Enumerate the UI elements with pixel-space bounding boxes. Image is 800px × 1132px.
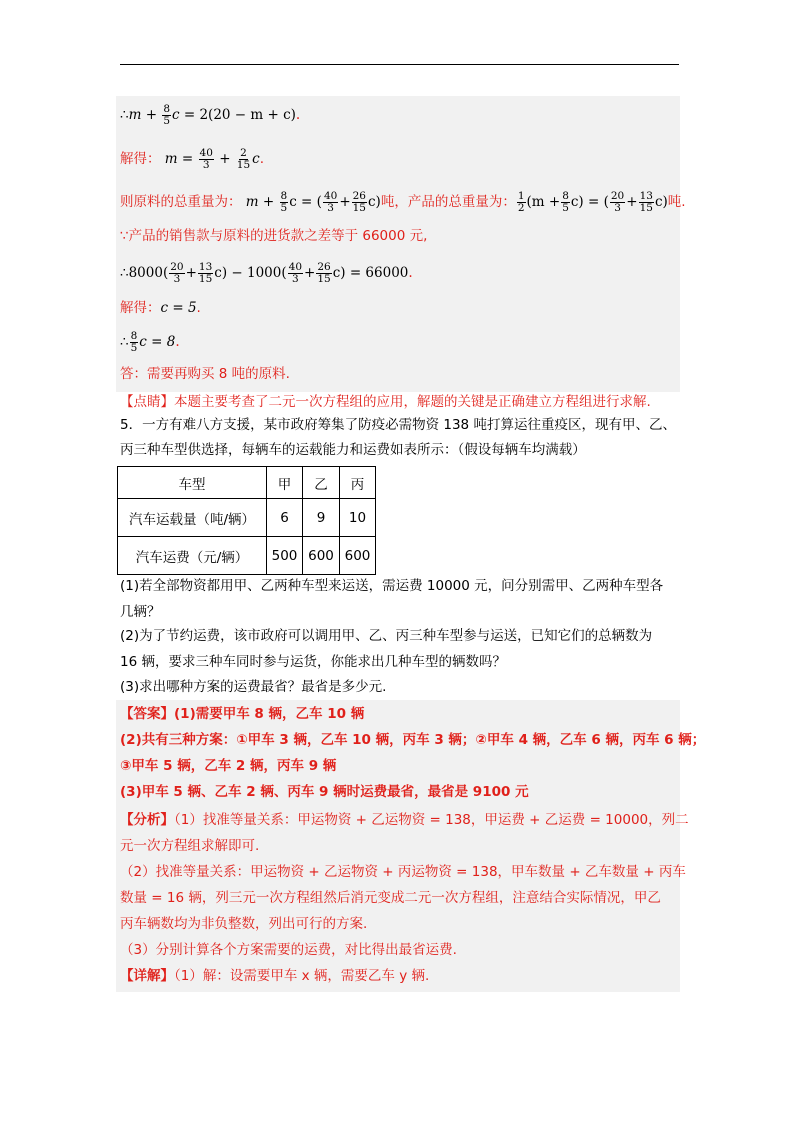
question-1-line-1: (1)若全部物资都用甲、乙两种车型来运送，需运费 10000 元，问分别需甲、乙两种车型各 bbox=[120, 578, 664, 594]
analysis-2-line-3: 丙车辆数均为非负整数，列出可行的方案. bbox=[120, 916, 368, 932]
analysis-1-line-1: 【分析】（1）找准等量关系：甲运物资 + 乙运物资 = 138，甲运费 + 乙运费 = 10000，列二 bbox=[120, 812, 689, 828]
table-header-row bbox=[118, 467, 376, 499]
condition-line: ∵产品的销售款与原料的进货款之差等于 66000 元, bbox=[120, 228, 428, 244]
analysis-3-line: （3）分别计算各个方案需要的运费，对比得出最省运费. bbox=[120, 942, 457, 958]
equation-line-2: 解得： m = $\frac{40}{3}$ + $\frac{2}{15}$ c. bbox=[120, 147, 265, 171]
table-cell: 600 bbox=[340, 537, 376, 575]
problem-5-line-1: 5．一方有难八方支援，某市政府筹集了防疫必需物资 138 吨打算运往重疫区，现有甲、乙、 bbox=[120, 417, 676, 433]
header-rule bbox=[120, 64, 679, 65]
table-cell: 9 bbox=[303, 499, 340, 537]
table-cell: 10 bbox=[340, 499, 376, 537]
table-cell: 丙 bbox=[340, 467, 376, 499]
question-3-line: (3)求出哪种方案的运费最省？最省是多少元. bbox=[120, 679, 387, 695]
answer-2-line-2: ③甲车 5 辆，乙车 2 辆，丙车 9 辆 bbox=[120, 758, 337, 774]
answer-3-line: (3)甲车 5 辆、乙车 2 辆、丙车 9 辆时运费最省，最省是 9100 元 bbox=[120, 784, 529, 800]
table-cell: 汽车运载量（吨/辆） bbox=[118, 499, 267, 537]
table-cell: 500 bbox=[267, 537, 303, 575]
equation-line-5: ∴8000( $\frac{20}{3}$ + $\frac{13}{15}$ c) − 1000( $\frac{40}{3}$ + $\frac{26}{15}$ c) = 66000. bbox=[120, 261, 413, 285]
table-row bbox=[118, 537, 376, 575]
detail-line: 【详解】（1）解：设需要甲车 x 辆，需要乙车 y 辆. bbox=[120, 968, 430, 984]
analysis-1-line-2: 元一次方程组求解即可. bbox=[120, 838, 260, 854]
table-cell: 乙 bbox=[303, 467, 340, 499]
equation-line-7: ∴ $\frac{8}{5}$ c = 8. bbox=[120, 330, 180, 354]
key-point-line: 【点睛】本题主要考查了二元一次方程组的应用，解题的关键是正确建立方程组进行求解. bbox=[120, 394, 651, 410]
problem-5-line-2: 丙三种车型供选择，每辆车的运载能力和运费如表所示：（假设每辆车均满载） bbox=[120, 442, 586, 458]
analysis-2-line-2: 数量 = 16 辆，列三元一次方程组然后消元变成二元一次方程组，注意结合实际情况，甲乙 bbox=[120, 890, 661, 906]
table-cell: 6 bbox=[267, 499, 303, 537]
equation-line-6: 解得：c = 5. bbox=[120, 300, 201, 316]
question-1-line-2: 几辆？ bbox=[120, 604, 161, 620]
equation-line-1: ∴m + $\frac{8}{5}$ c = 2(20 − m + c). bbox=[120, 103, 301, 127]
equation-line-3: 则原料的总重量为： m + $\frac{8}{5}$ c = ( $\frac{40}{3}$ + $\frac{26}{15}$ c)吨，产品的总重量为： $\frac{1}{2}$ (m + $\frac{8}{5}$ c) = ( $\frac{20}{3}$ + $\frac{13}{15}$ c)吨. bbox=[120, 190, 686, 214]
final-answer-line: 答：需要再购买 8 吨的原料. bbox=[120, 366, 290, 382]
table-cell: 汽车运费（元/辆） bbox=[118, 537, 267, 575]
table-cell: 甲 bbox=[267, 467, 303, 499]
vehicle-table bbox=[117, 466, 376, 575]
question-2-line-2: 16 辆，要求三种车同时参与运货，你能求出几种车型的辆数吗？ bbox=[120, 654, 506, 670]
question-2-line-1: (2)为了节约运费，该市政府可以调用甲、乙、丙三种车型参与运送，已知它们的总辆数为 bbox=[120, 628, 653, 644]
answer-2-line-1: (2)共有三种方案：①甲车 3 辆，乙车 10 辆，丙车 3 辆；②甲车 4 辆，乙车 6 辆，丙车 6 辆； bbox=[120, 732, 706, 748]
table-row bbox=[118, 499, 376, 537]
table-cell: 车型 bbox=[118, 467, 267, 499]
analysis-2-line-1: （2）找准等量关系：甲运物资 + 乙运物资 + 丙运物资 = 138，甲车数量 + 乙车数量 + 丙车 bbox=[120, 864, 686, 880]
table-cell: 600 bbox=[303, 537, 340, 575]
answer-1-line: 【答案】(1)需要甲车 8 辆，乙车 10 辆 bbox=[120, 706, 365, 722]
